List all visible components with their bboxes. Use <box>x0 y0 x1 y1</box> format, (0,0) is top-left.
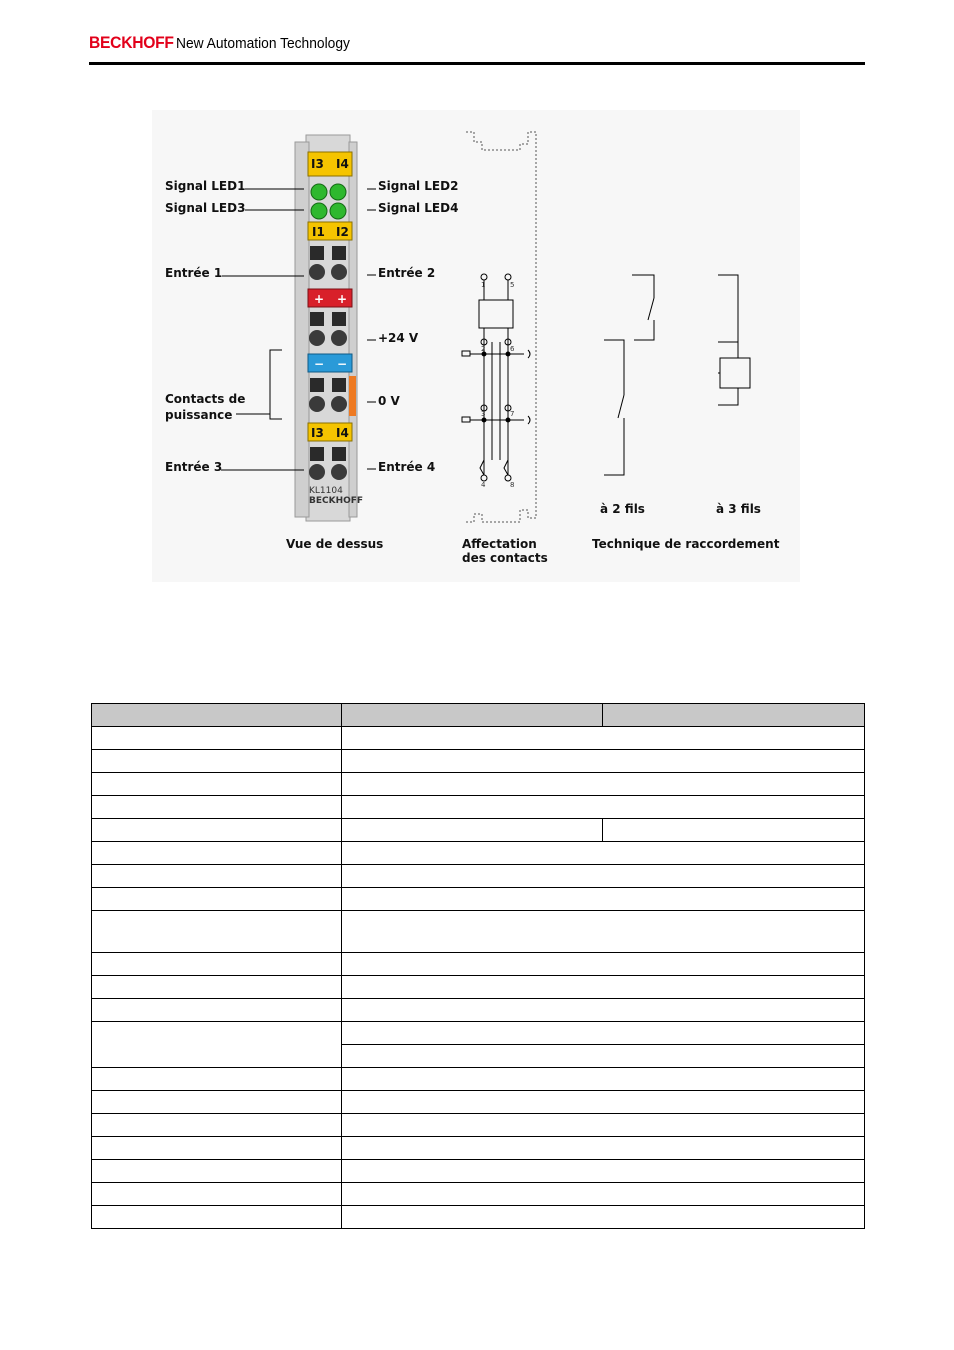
table-row <box>92 1160 865 1183</box>
table-row <box>92 1206 865 1229</box>
led2 <box>330 184 346 200</box>
table-cell <box>342 999 865 1022</box>
led1 <box>311 184 327 200</box>
bottom-label-right: I4 <box>336 426 349 440</box>
table-row <box>92 1091 865 1114</box>
header-rule <box>89 62 865 65</box>
minus-left: − <box>314 357 325 371</box>
table-cell <box>342 819 603 842</box>
pin-5: 5 <box>510 281 515 289</box>
callout-led4: Signal LED4 <box>378 201 459 215</box>
table-cell <box>342 1045 865 1068</box>
table-cell <box>342 953 865 976</box>
caption-contacts-2: des contacts <box>462 551 548 565</box>
callout-led3: Signal LED3 <box>165 201 246 215</box>
table-cell <box>92 888 342 911</box>
pin-8: 8 <box>510 481 515 489</box>
table-cell <box>92 1091 342 1114</box>
table-cell <box>603 819 865 842</box>
table-cell <box>342 796 865 819</box>
contact-assignment <box>462 132 536 522</box>
led3 <box>311 203 327 219</box>
table-cell <box>92 1206 342 1229</box>
table-header-cell <box>342 704 603 727</box>
callout-in4: Entrée 4 <box>378 460 436 474</box>
callout-in1: Entrée 1 <box>165 266 223 280</box>
table-cell <box>92 842 342 865</box>
table-cell <box>92 1183 342 1206</box>
table-cell <box>92 865 342 888</box>
bottom-label-left: I3 <box>311 426 324 440</box>
brand-logo: BECKHOFF <box>89 33 174 52</box>
led4 <box>330 203 346 219</box>
page-header <box>89 33 865 63</box>
top-label-left: I3 <box>311 157 324 171</box>
table-cell <box>342 773 865 796</box>
table-row <box>92 842 865 865</box>
table-cell <box>342 1022 865 1045</box>
table-cell <box>342 1206 865 1229</box>
callout-power-2: puissance <box>165 408 233 422</box>
table-cell <box>342 1160 865 1183</box>
table-cell <box>92 911 342 953</box>
callout-0v: 0 V <box>378 394 400 408</box>
table-cell <box>92 976 342 999</box>
table-cell <box>342 750 865 773</box>
pin-2: 2 <box>481 345 486 353</box>
table-row <box>92 888 865 911</box>
callout-led2: Signal LED2 <box>378 179 459 193</box>
table-row <box>92 1183 865 1206</box>
mid-label-right: I2 <box>336 225 349 239</box>
table-header-cell <box>92 704 342 727</box>
table-row <box>92 999 865 1022</box>
table-cell <box>342 1183 865 1206</box>
plus-right: + <box>337 292 348 306</box>
table-row <box>92 953 865 976</box>
table-cell <box>342 1091 865 1114</box>
spec-table <box>91 703 865 1229</box>
table-cell <box>92 1114 342 1137</box>
table-row <box>92 1114 865 1137</box>
table-cell <box>92 1068 342 1091</box>
brand-tagline: New Automation Technology <box>176 35 350 52</box>
caption-technique: Technique de raccordement <box>592 537 780 551</box>
two-wire-schematic <box>604 275 654 475</box>
callout-in2: Entrée 2 <box>378 266 436 280</box>
caption-two-wire: à 2 fils <box>600 502 645 516</box>
table-cell <box>342 1137 865 1160</box>
terminal-figure <box>152 110 800 582</box>
table-row <box>92 865 865 888</box>
table-row <box>92 976 865 999</box>
caption-contacts-1: Affectation <box>462 537 537 551</box>
table-cell <box>92 773 342 796</box>
table-cell <box>342 842 865 865</box>
pin-3: 3 <box>481 410 486 418</box>
table-row <box>92 1137 865 1160</box>
table-cell <box>92 1160 342 1183</box>
table-row <box>92 819 865 842</box>
table-row <box>92 1022 865 1045</box>
mid-label-left: I1 <box>312 225 325 239</box>
callout-24v: +24 V <box>378 331 419 345</box>
terminal-module <box>295 135 363 521</box>
table-cell <box>92 953 342 976</box>
top-label-right: I4 <box>336 157 349 171</box>
terminal-diagram <box>152 110 800 582</box>
table-cell <box>92 727 342 750</box>
table-row <box>92 911 865 953</box>
pin-4: 4 <box>481 481 486 489</box>
callout-in3: Entrée 3 <box>165 460 223 474</box>
module-maker: BECKHOFF <box>309 496 364 506</box>
table-cell <box>92 999 342 1022</box>
table-cell <box>342 1114 865 1137</box>
pin-6: 6 <box>510 345 515 353</box>
table-row <box>92 727 865 750</box>
table-header-cell <box>603 704 865 727</box>
table-cell <box>342 727 865 750</box>
table-cell <box>92 796 342 819</box>
table-row <box>92 1068 865 1091</box>
table-row <box>92 796 865 819</box>
table-cell <box>92 750 342 773</box>
caption-three-wire: à 3 fils <box>716 502 761 516</box>
table-row <box>92 750 865 773</box>
table-cell <box>342 976 865 999</box>
pin-7: 7 <box>510 410 515 418</box>
callout-led1: Signal LED1 <box>165 179 246 193</box>
table-cell <box>342 1068 865 1091</box>
plus-left: + <box>314 292 325 306</box>
table-row <box>92 773 865 796</box>
table-cell <box>342 888 865 911</box>
table-cell <box>92 1022 342 1068</box>
module-model: KL1104 <box>309 486 343 496</box>
callout-power-1: Contacts de <box>165 392 246 406</box>
table-cell <box>92 1137 342 1160</box>
caption-top-view: Vue de dessus <box>286 537 384 551</box>
table-cell <box>92 819 342 842</box>
table-cell <box>342 911 865 953</box>
pin-1: 1 <box>481 281 486 289</box>
three-wire-schematic <box>718 275 750 405</box>
minus-right: − <box>337 357 348 371</box>
table-header-row <box>92 704 865 727</box>
table-cell <box>342 865 865 888</box>
